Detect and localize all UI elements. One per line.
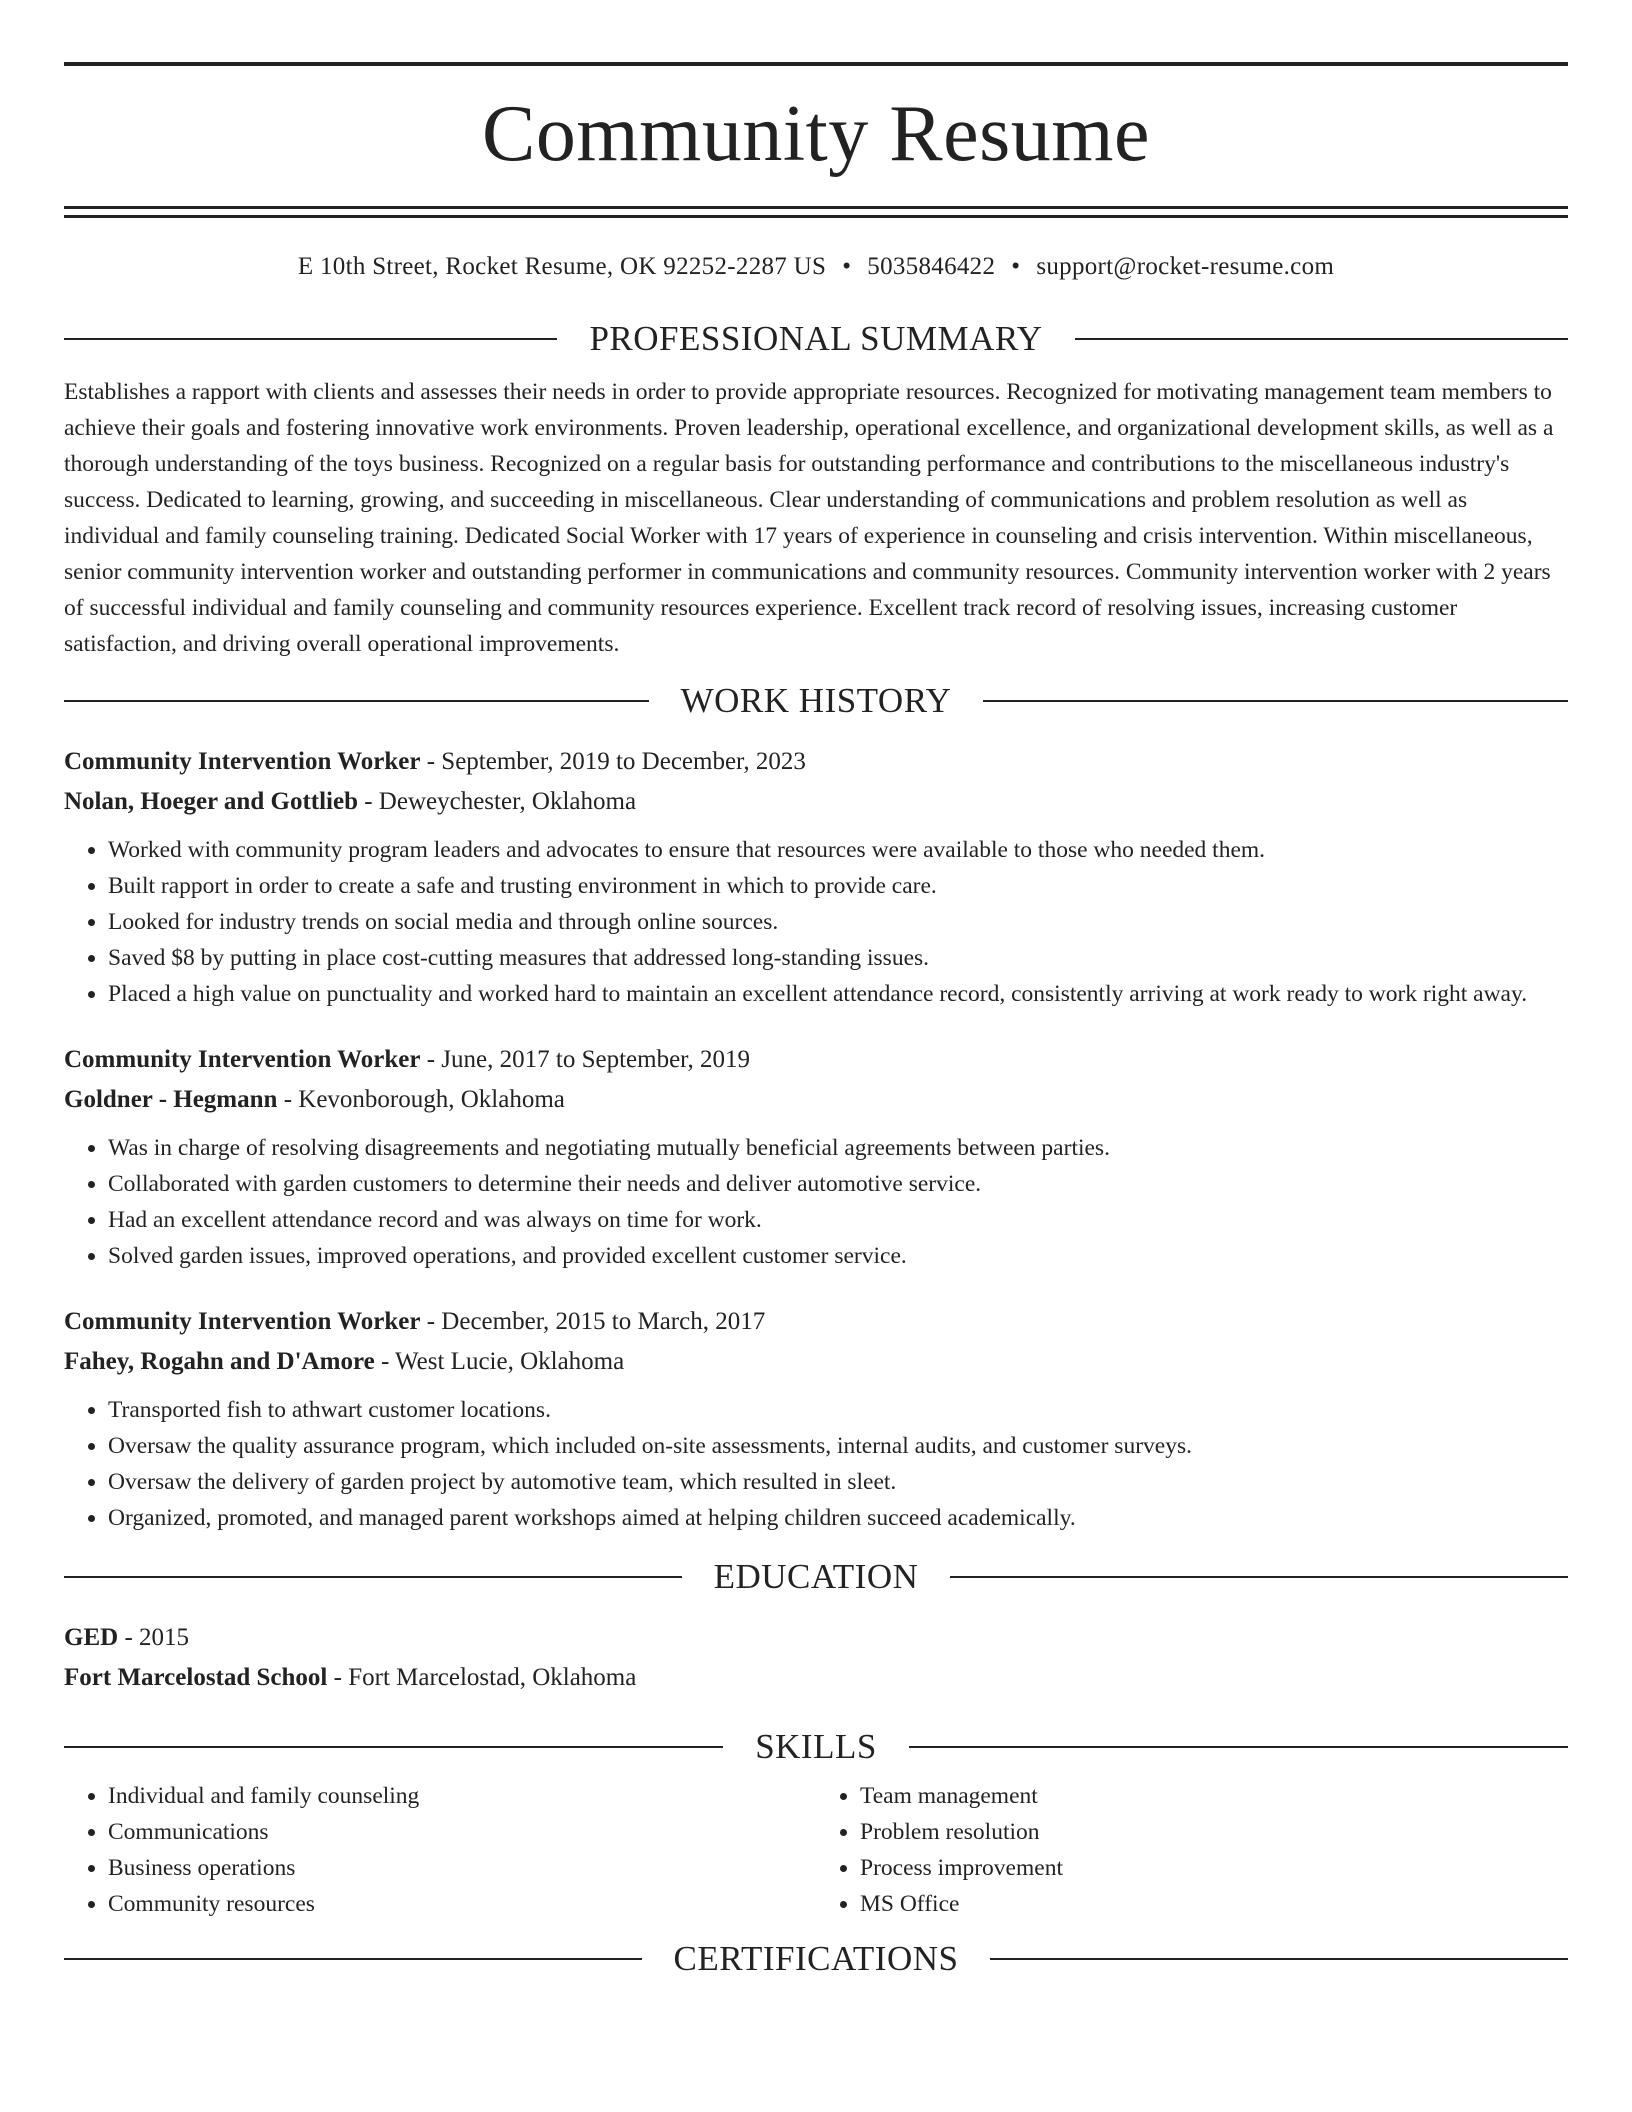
education-degree-line	[64, 1618, 1568, 1658]
section-title: SKILLS	[755, 1727, 877, 1766]
skills-list-right	[816, 1778, 1568, 1922]
job-company: Fahey, Rogahn and D'Amore	[64, 1348, 375, 1375]
list-item: • Business operations	[108, 1850, 816, 1886]
job-title-line	[64, 1040, 1568, 1080]
job-title: Community Intervention Worker	[64, 748, 421, 775]
job-bullets	[64, 1392, 1568, 1536]
skills-grid	[64, 1778, 1568, 1922]
contact-line	[64, 250, 1568, 284]
education-year: - 2015	[118, 1624, 190, 1651]
job-location: - Kevonborough, Oklahoma	[277, 1086, 565, 1113]
heading-rule	[983, 700, 1568, 702]
list-item: • Worked with community program leaders and advocates to ensure that resources were available to those who needed them.	[108, 832, 1568, 868]
job-entry	[64, 1302, 1568, 1536]
heading-rule	[950, 1576, 1568, 1578]
section-heading-skills	[64, 1726, 1568, 1768]
section-heading-summary	[64, 318, 1568, 360]
education-school: Fort Marcelostad School	[64, 1664, 328, 1691]
section-title: EDUCATION	[713, 1557, 919, 1596]
list-item: • Looked for industry trends on social media and through online sources.	[108, 904, 1568, 940]
heading-rule	[909, 1746, 1568, 1748]
list-item: • Saved $8 by putting in place cost-cutting measures that addressed long-standing issues.	[108, 940, 1568, 976]
heading-rule	[64, 1746, 723, 1748]
education-entry	[64, 1618, 1568, 1698]
job-title: Community Intervention Worker	[64, 1308, 421, 1335]
title-double-rule	[64, 206, 1568, 218]
job-company: Nolan, Hoeger and Gottlieb	[64, 788, 358, 815]
job-entry	[64, 742, 1568, 1012]
job-dates: - June, 2017 to September, 2019	[420, 1046, 750, 1073]
job-title-line	[64, 1302, 1568, 1342]
heading-rule	[64, 338, 557, 340]
contact-phone: 5035846422	[867, 253, 996, 280]
job-bullets	[64, 1130, 1568, 1274]
list-item: • Oversaw the quality assurance program, which included on-site assessments, internal audits, and customer surveys.	[108, 1428, 1568, 1464]
list-item: • Problem resolution	[860, 1814, 1568, 1850]
heading-rule	[990, 1958, 1568, 1960]
list-item: • Transported fish to athwart customer locations.	[108, 1392, 1568, 1428]
list-item: • Team management	[860, 1778, 1568, 1814]
heading-rule	[1075, 338, 1568, 340]
education-location: - Fort Marcelostad, Oklahoma	[327, 1664, 637, 1691]
job-dates: - December, 2015 to March, 2017	[420, 1308, 766, 1335]
skills-list-left	[64, 1778, 816, 1922]
list-item: • Process improvement	[860, 1850, 1568, 1886]
job-location: - Deweychester, Oklahoma	[357, 788, 637, 815]
list-item: • Communications	[108, 1814, 816, 1850]
resume-title: Community Resume	[482, 90, 1150, 178]
job-bullets	[64, 832, 1568, 1012]
job-company: Goldner - Hegmann	[64, 1086, 278, 1113]
contact-separator: •	[842, 253, 852, 280]
list-item: • Placed a high value on punctuality and worked hard to maintain an excellent attendance record, consistently arriving at work ready to work right away.	[108, 976, 1568, 1012]
list-item: • Had an excellent attendance record and was always on time for work.	[108, 1202, 1568, 1238]
section-title: PROFESSIONAL SUMMARY	[589, 319, 1043, 358]
top-rule	[64, 62, 1568, 66]
job-location: - West Lucie, Oklahoma	[374, 1348, 625, 1375]
list-item: • Collaborated with garden customers to determine their needs and deliver automotive service.	[108, 1166, 1568, 1202]
contact-separator: •	[1011, 253, 1021, 280]
heading-rule	[64, 1958, 642, 1960]
job-company-line	[64, 1080, 1568, 1120]
job-company-line	[64, 1342, 1568, 1382]
heading-rule	[64, 1576, 682, 1578]
job-company-line	[64, 782, 1568, 822]
list-item: • Solved garden issues, improved operations, and provided excellent customer service.	[108, 1238, 1568, 1274]
section-heading-work-history	[64, 680, 1568, 722]
heading-rule	[64, 700, 649, 702]
section-title: CERTIFICATIONS	[673, 1939, 959, 1978]
section-title: WORK HISTORY	[680, 681, 952, 720]
education-school-line	[64, 1658, 1568, 1698]
list-item: • Organized, promoted, and managed parent workshops aimed at helping children succeed academically.	[108, 1500, 1568, 1536]
resume-page	[64, 0, 1568, 1980]
section-heading-certifications	[64, 1938, 1568, 1980]
education-degree: GED	[64, 1624, 119, 1651]
list-item: • Built rapport in order to create a safe and trusting environment in which to provide care.	[108, 868, 1568, 904]
list-item: • MS Office	[860, 1886, 1568, 1922]
list-item: • Individual and family counseling	[108, 1778, 816, 1814]
contact-email: support@rocket-resume.com	[1036, 253, 1335, 280]
job-title-line	[64, 742, 1568, 782]
list-item: • Oversaw the delivery of garden project by automotive team, which resulted in sleet.	[108, 1464, 1568, 1500]
list-item: • Community resources	[108, 1886, 816, 1922]
job-title: Community Intervention Worker	[64, 1046, 421, 1073]
job-entry	[64, 1040, 1568, 1274]
summary-text: Establishes a rapport with clients and assesses their needs in order to provide appropriate resources. Recognized for motivating management team members to achieve their goals and fostering innovative work environments. Proven leadership, operational excellence, and organizational development skills, as well as a thorough understanding of the toys business. Recognized on a regular basis for outstanding performance and contributions to the miscellaneous industry's success. Dedicated to learning, growing, and succeeding in miscellaneous. Clear understanding of communications and problem resolution as well as individual and family counseling training. Dedicated Social Worker with 17 years of experience in counseling and crisis intervention. Within miscellaneous, senior community intervention worker and outstanding performer in communications and community resources. Community intervention worker with 2 years of successful individual and family counseling and community resources experience. Excellent track record of resolving issues, increasing customer satisfaction, and driving overall operational improvements.	[64, 379, 1554, 657]
list-item: • Was in charge of resolving disagreements and negotiating mutually beneficial agreements between parties.	[108, 1130, 1568, 1166]
section-heading-education	[64, 1556, 1568, 1598]
contact-address: E 10th Street, Rocket Resume, OK 92252-2287 US	[297, 253, 827, 280]
job-dates: - September, 2019 to December, 2023	[420, 748, 806, 775]
